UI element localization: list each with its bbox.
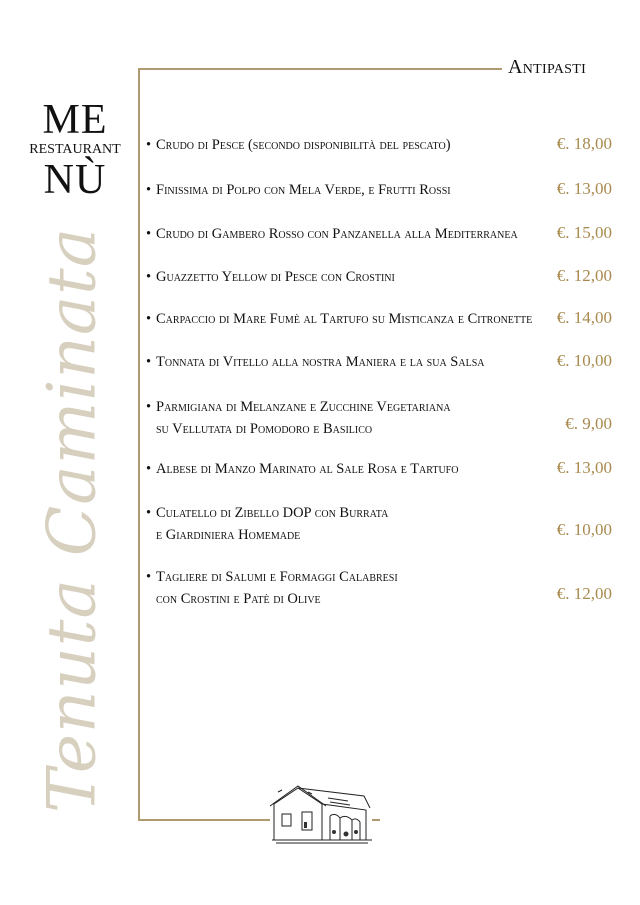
menu-item-price: €. 13,00 <box>556 458 612 477</box>
menu-item-name <box>146 566 398 588</box>
menu-item-name <box>146 308 532 330</box>
menu-item-name <box>146 351 485 373</box>
menu-item-text: Parmigiana di Melanzane e Zucchine Vegetariana <box>156 399 451 415</box>
menu-item-text: Carpaccio di Mare Fumè al Tartufo su Misticanza e Citronette <box>156 311 533 327</box>
bullet: • <box>146 226 152 242</box>
menu-item-price: €. 12,00 <box>556 584 612 603</box>
logo-bottom: NÙ <box>43 157 107 203</box>
menu-item-text: Albese di Manzo Marinato al Sale Rosa e Tartufo <box>156 461 459 477</box>
frame-top-line <box>138 68 502 70</box>
restaurant-logo <box>20 97 130 203</box>
menu-item-text: con Crostini e Patè di Olive <box>156 591 321 607</box>
bullet: • <box>146 311 152 327</box>
logo-top: ME <box>42 97 108 143</box>
brand-watermark: Tenuta Caminata <box>33 226 111 814</box>
farmhouse-illustration-icon <box>268 782 374 846</box>
bullet: • <box>146 569 152 585</box>
menu-item-name <box>146 179 451 201</box>
section-title: Antipasti <box>508 56 587 78</box>
bullet: • <box>146 399 152 415</box>
menu-item-price: €. 10,00 <box>556 351 612 370</box>
menu-item-price: €. 12,00 <box>556 266 612 285</box>
menu-item-text: Crudo di Gambero Rosso con Panzanella alla Mediterranea <box>156 226 518 242</box>
menu-item-name <box>146 458 458 480</box>
menu-item-text: Culatello di Zibello DOP con Burrata <box>156 505 389 521</box>
menu-item-text: Finissima di Polpo con Mela Verde, e Frutti Rossi <box>156 182 451 198</box>
bullet: • <box>146 354 152 370</box>
menu-item-name <box>146 502 388 524</box>
menu-item-name-continued <box>146 524 300 546</box>
menu-item-price: €. 14,00 <box>556 308 612 327</box>
bullet: • <box>146 505 152 521</box>
menu-item-name-continued <box>146 588 321 610</box>
menu-item-price: €. 10,00 <box>556 520 612 539</box>
bullet: • <box>146 182 152 198</box>
menu-item-text: Guazzetto Yellow di Pesce con Crostini <box>156 269 395 285</box>
frame-bottom-line-left <box>138 819 270 821</box>
bullet: • <box>146 137 152 153</box>
menu-item-text: Tagliere di Salumi e Formaggi Calabresi <box>156 569 398 585</box>
menu-item-text: Crudo di Pesce (secondo disponibilità del pescato) <box>156 137 451 153</box>
menu-item-text: Tonnata di Vitello alla nostra Maniera e la sua Salsa <box>156 354 485 370</box>
menu-item-price: €. 9,00 <box>565 414 612 433</box>
menu-item-name <box>146 266 395 288</box>
bullet: • <box>146 461 152 477</box>
menu-item-name-continued <box>146 418 372 440</box>
menu-item-name <box>146 134 451 156</box>
menu-item-price: €. 18,00 <box>556 134 612 153</box>
menu-item-name <box>146 223 518 245</box>
menu-item-text: su Vellutata di Pomodoro e Basilico <box>156 421 373 437</box>
frame-left-line <box>138 68 140 820</box>
menu-item-price: €. 15,00 <box>556 223 612 242</box>
logo-middle: RESTAURANT <box>29 142 121 157</box>
menu-item-text: e Giardiniera Homemade <box>156 527 301 543</box>
menu-item-price: €. 13,00 <box>556 179 612 198</box>
bullet: • <box>146 269 152 285</box>
menu-item-name <box>146 396 451 418</box>
